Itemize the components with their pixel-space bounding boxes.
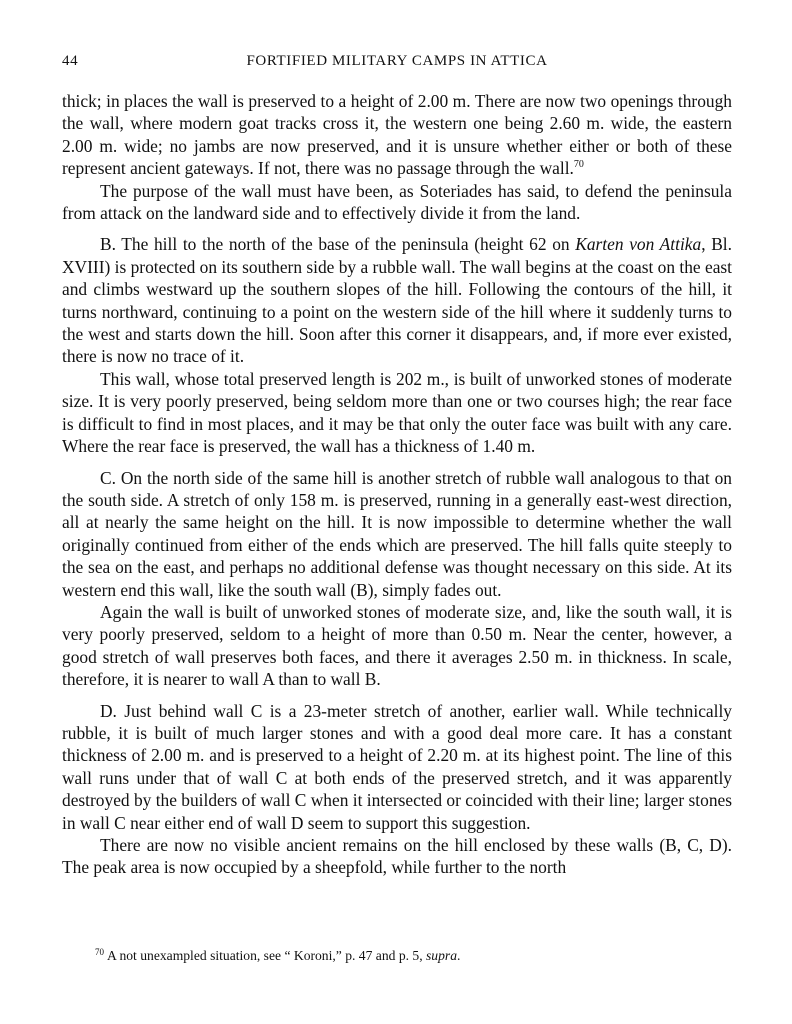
paragraph-wall-c-description — [62, 601, 732, 691]
paragraph-text: There are now no visible ancient remains on the hill enclosed by these walls (B, C, D). The peak area is now occupied by a sheepfold, while further to the north — [62, 835, 732, 878]
paragraph-section-d — [62, 700, 732, 834]
paragraph-text: The purpose of the wall must have been, as Soteriades has said, to defend the peninsula from attack on the landward side and to effectively divide it from the land. — [62, 180, 732, 224]
paragraph-text: B. The hill to the north of the base of the peninsula (height 62 on — [100, 234, 576, 255]
footnote-reference: 70 — [573, 159, 584, 171]
paragraph-text: C. On the north side of the same hill is another stretch of rubble wall analogous to that on the south side. A stretch of only 158 m. is preserved, running in a generally east-west direction, all at nearly the same height on the hill. It is now impossible to determine whether the wall originally continued from either of the ends which are preserved. The hill falls quite steeply to the sea on the east, and perhaps no additional defense was thought necessary on this side. At its western end this wall, like the south wall (B), simply fades out. — [62, 467, 732, 600]
paragraph-wall-b-description — [62, 368, 732, 458]
paragraph-section-b — [62, 233, 732, 367]
footnote-italic: supra — [426, 948, 457, 963]
paragraph-wall-openings — [62, 90, 732, 180]
paragraph-wall-purpose — [62, 180, 732, 225]
paragraph-section-c — [62, 467, 732, 601]
paragraph-hill-remains — [62, 834, 732, 879]
footnote-text: A not unexampled situation, see “ Koroni,” p. 47 and p. 5, — [107, 948, 427, 963]
paragraph-text: D. Just behind wall C is a 23-meter stretch of another, earlier wall. While technically rubble, it is built of much larger stones and with a good deal more care. It has a constant thickness of 2.00 m. and is preserved to a height of 2.20 m. at its highest point. The line of this wall runs under that of wall C at both ends of the preserved stretch, and it was apparently destroyed by the builders of wall C when it intersected or coincided with their line; larger stones in wall C near either end of wall D seem to support this suggestion. — [62, 700, 733, 833]
page-header — [62, 53, 732, 73]
footnote — [95, 947, 735, 965]
paragraph-text: , Bl. XVIII) is protected on its southern side by a rubble wall. The wall begins at the coast on the east and climbs westward up the southern slopes of the hill. Following the contours of the hill, it turns northward, continuing to a point on the western side of the hill where it suddenly turns to the west and starts down the hill. Soon after this corner it disappears, and, if more ever existed, there is now no trace of it. — [62, 234, 733, 367]
footnote-text-end: . — [457, 948, 461, 963]
paragraph-text: thick; in places the wall is preserved to a height of 2.00 m. There are now two openings through the wall, where modern goat tracks cross it, the western one being 2.60 m. wide, the eastern 2.00 m. wide; no jambs are now preserved, and it is unsure whether either or both of these represent ancient gateways. If not, there was no passage through the wall. — [62, 91, 732, 179]
paragraph-text: Again the wall is built of unworked stones of moderate size, and, like the south wall, it is very poorly preserved, seldom to a height of more than 0.50 m. Near the center, however, a good stretch of wall preserves both faces, and there it averages 2.50 m. in thickness. In scale, therefore, it is nearer to wall A than to wall B. — [62, 601, 732, 690]
page-number: 44 — [62, 53, 79, 69]
footnote-number: 70 — [95, 947, 104, 957]
paragraph-text: This wall, whose total preserved length is 202 m., is built of unworked stones of moderate size. It is very poorly preserved, being seldom more than one or two courses high; the rear face is difficult to find in most places, and it may be that only the outer face was built with any care. Where the rear face is preserved, the wall has a thickness of 1.40 m. — [62, 368, 732, 457]
running-head: FORTIFIED MILITARY CAMPS IN ATTICA — [246, 53, 548, 69]
body-text — [62, 90, 732, 879]
map-title-italic: Karten von Attika — [575, 234, 702, 255]
